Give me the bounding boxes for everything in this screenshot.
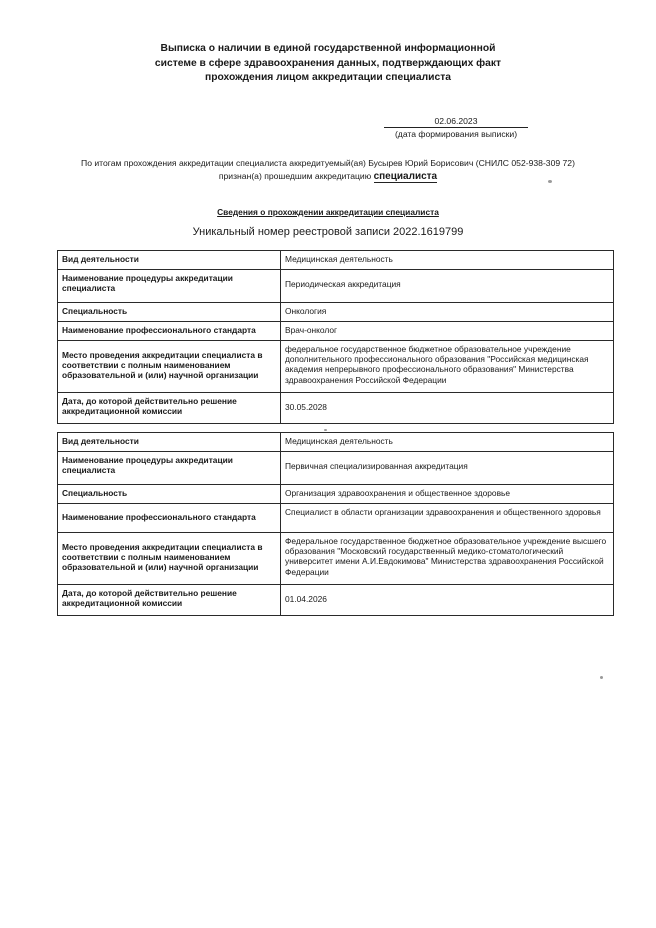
table-row <box>58 452 614 485</box>
intro-paragraph <box>40 157 616 183</box>
row-label: Наименование процедуры аккредитации специалиста <box>58 270 281 303</box>
row-value: Медицинская деятельность <box>281 251 614 270</box>
accreditation-status: специалиста <box>373 170 438 182</box>
intro-line-2 <box>40 170 616 184</box>
row-value: Периодическая аккредитация <box>281 270 614 303</box>
section-heading: Сведения о прохождении аккредитации специалиста <box>217 207 439 217</box>
row-label: Вид деятельности <box>58 251 281 270</box>
accreditation-table-1 <box>57 250 614 424</box>
row-label: Наименование профессионального стандарта <box>58 322 281 341</box>
scan-speck <box>548 180 552 183</box>
row-label: Дата, до которой действительно решение аккредитационной комиссии <box>58 585 281 616</box>
row-value: Организация здравоохранения и общественное здоровье <box>281 485 614 504</box>
title-line: системе в сфере здравоохранения данных, подтверждающих факт <box>154 57 502 69</box>
accreditation-table-2 <box>57 432 614 616</box>
scan-speck <box>324 429 327 431</box>
row-value: 30.05.2028 <box>281 393 614 424</box>
row-value: Первичная специализированная аккредитация <box>281 452 614 485</box>
table-row <box>58 303 614 322</box>
intro-line-2-prefix: признан(а) прошедшим аккредитацию <box>218 170 372 181</box>
table-row <box>58 251 614 270</box>
row-value: Врач-онколог <box>281 322 614 341</box>
title-line: прохождения лицом аккредитации специалиста <box>205 72 451 83</box>
intro-line-1: По итогам прохождения аккредитации специалиста аккредитуемый(ая) Бусырев Юрий Борисович (СНИЛС 052-938-309 72) <box>81 158 575 168</box>
issue-date-block <box>384 116 528 139</box>
title-line: Выписка о наличии в единой государственной информационной <box>160 43 496 54</box>
table-row <box>58 533 614 585</box>
row-label: Наименование профессионального стандарта <box>58 504 281 533</box>
issue-date-caption: (дата формирования выписки) <box>394 129 518 139</box>
table-row <box>58 485 614 504</box>
row-label: Место проведения аккредитации специалиста в соответствии с полным наименованием образовательной и (или) научной организации <box>58 341 281 393</box>
row-value: 01.04.2026 <box>281 585 614 616</box>
row-value: Федеральное государственное бюджетное образовательное учреждение высшего образования "Московский государственный медико-стоматологический университет имени А.И.Евдокимова" Министерства здравоохранения Российской Федерации <box>281 533 614 585</box>
row-label: Специальность <box>58 303 281 322</box>
table-row <box>58 322 614 341</box>
table-row <box>58 433 614 452</box>
scan-speck <box>600 676 603 679</box>
row-label: Место проведения аккредитации специалиста в соответствии с полным наименованием образовательной и (или) научной организации <box>58 533 281 585</box>
document-title <box>0 42 656 86</box>
registry-record-number: Уникальный номер реестровой записи 2022.1619799 <box>192 226 464 238</box>
issue-date: 02.06.2023 <box>384 116 528 128</box>
table-row <box>58 393 614 424</box>
row-label: Специальность <box>58 485 281 504</box>
row-value: Медицинская деятельность <box>281 433 614 452</box>
row-label: Вид деятельности <box>58 433 281 452</box>
table-row <box>58 504 614 533</box>
table-row <box>58 270 614 303</box>
table-row <box>58 585 614 616</box>
row-value: федеральное государственное бюджетное образовательное учреждение дополнительного профессионального образования "Российская медицинская академия непрерывного профессионального образования" Министерства здравоохранения Российской Федерации <box>281 341 614 393</box>
row-label: Дата, до которой действительно решение аккредитационной комиссии <box>58 393 281 424</box>
table-row <box>58 341 614 393</box>
row-label: Наименование процедуры аккредитации специалиста <box>58 452 281 485</box>
row-value: Онкология <box>281 303 614 322</box>
row-value: Специалист в области организации здравоохранения и общественного здоровья <box>281 504 614 533</box>
